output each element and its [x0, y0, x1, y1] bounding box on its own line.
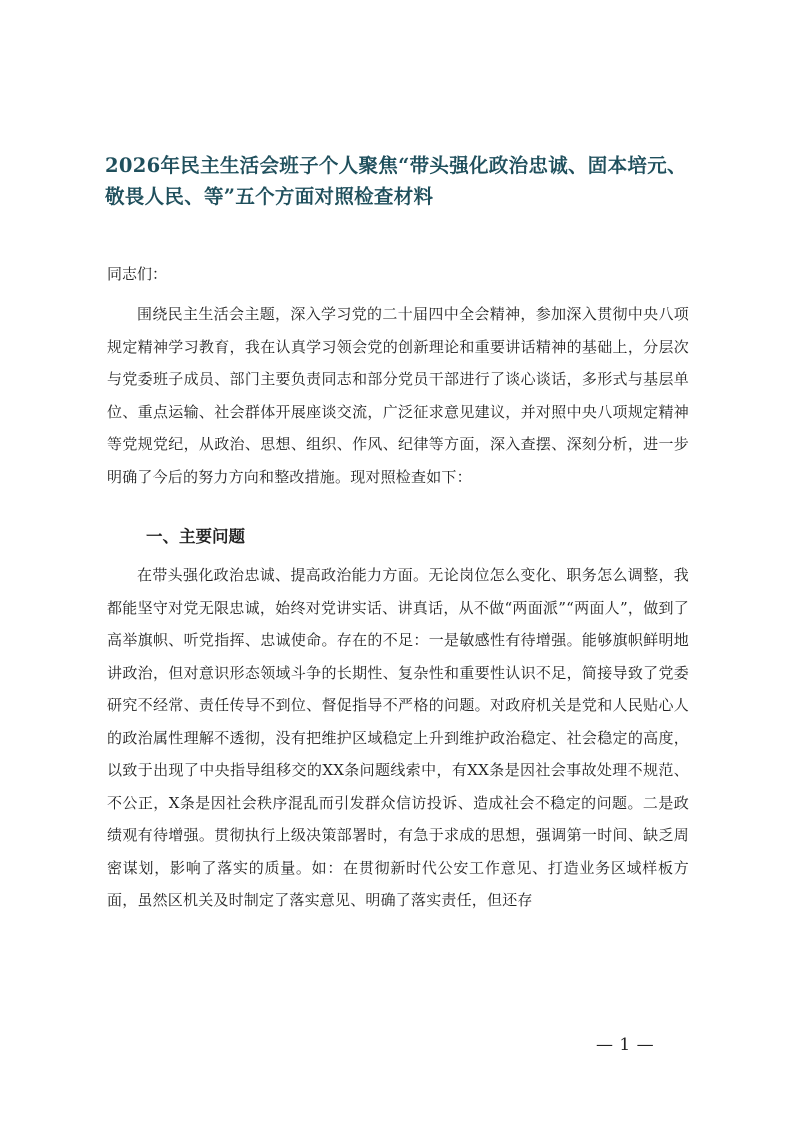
intro-paragraph: 围绕民主生活会主题，深入学习党的二十届四中全会精神，参加深入贯彻中央八项规定精神学习教育，我在认真学习领会党的创新理论和重要讲话精神的基础上，分层次与党委班子成员、部门主要负责同志和部分党员干部进行了谈心谈话，多形式与基层单位、重点运输、社会群体开展座谈交流，广泛征求意见建议，并对照中央八项规定精神等党规党纪，从政治、思想、组织、作风、纪律等方面，深入查摆、深刻分析，进一步明确了今后的努力方向和整改措施。现对照检查如下：	[107, 305, 689, 486]
page-number: — 1 —	[596, 1035, 655, 1055]
document-title: 2026年民主生活会班子个人聚焦“带头强化政治忠诚、固本培元、敬畏人民、等”五个方面对照检查材料	[105, 154, 687, 208]
salutation: 同志们：	[107, 265, 168, 283]
section-heading: 一、主要问题	[146, 527, 245, 546]
section-paragraph: 在带头强化政治忠诚、提高政治能力方面。无论岗位怎么变化、职务怎么调整，我都能坚守对党无限忠诚，始终对党讲实话、讲真话，从不做“两面派”“两面人”，做到了高举旗帜、听党指挥、忠诚使命。存在的不足：一是敏感性有待增强。能够旗帜鲜明地讲政治，但对意识形态领域斗争的长期性、复杂性和重要性认识不足，简接导致了党委研究不经常、责任传导不到位、督促指导不严格的问题。对政府机关是党和人民贴心人的政治属性理解不透彻，没有把维护区域稳定上升到维护政治稳定、社会稳定的高度，以致于出现了中央指导组移交的XX条问题线索中，有XX条是因社会事故处理不规范、不公正，X条是因社会秩序混乱而引发群众信访投诉、造成社会不稳定的问题。二是政绩观有待增强。贯彻执行上级决策部署时，有急于求成的思想，强调第一时间、缺乏周密谋划，影响了落实的质量。如：在贯彻新时代公安工作意见、打造业务区域样板方面，虽然区机关及时制定了落实意见、明确了落实责任，但还存	[107, 566, 689, 909]
